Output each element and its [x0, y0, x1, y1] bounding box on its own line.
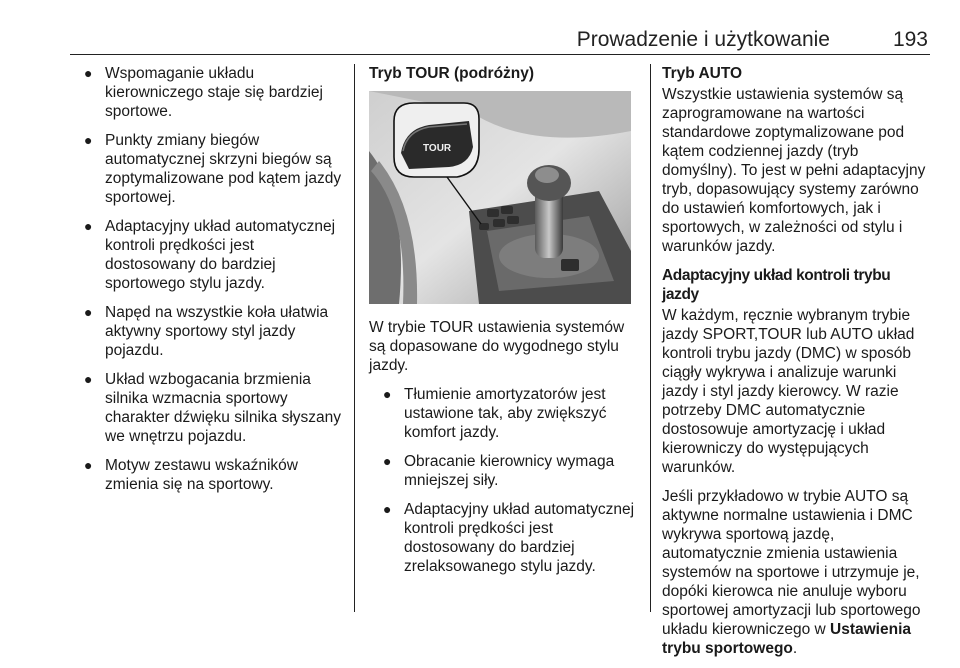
list-item: ● Tłumienie amortyzatorów jest ustawione tak, aby zwiększyć komfort jazdy. [383, 386, 607, 441]
dmc-example-paragraph: Jeśli przykładowo w trybie AUTO są aktywne normalne ustawienia i DMC wykrywa sportową jazdę, automatycznie zmienia ustawienia systemów na sportowe i utrzymuje je, dopóki kierowca nie anuluje wyboru sportowej amortyzacji lub sportowego układu kierowniczego w Ustawienia trybu sportowego. [662, 488, 921, 657]
tour-intro: W trybie TOUR ustawienia systemów są dopasowane do wygodnego stylu jazdy. [369, 319, 625, 374]
bullet-icon: ● [84, 304, 93, 320]
sport-settings-reference: Ustawienia trybu sportowego [662, 621, 911, 657]
column-3 [662, 64, 930, 668]
dmc-paragraph: W każdym, ręcznie wybranym trybie jazdy SPORT,TOUR lub AUTO układ kontroli trybu jazdy (DMC) w sposób ciągły wykrywa i analizuje warunki jazdy i styl jazdy kierowcy. W razie potrzeby DMC automatycznie dostosowuje amortyzację i układ kierowniczy do występujących warunków. [662, 307, 915, 476]
auto-paragraph: Wszystkie ustawienia systemów są zaprogramowane na wartości standardowe zoptymalizowane pod kątem codziennej jazdy (tryb domyślny). To jest w pełni adaptacyjny tryb, dopasowujący systemy zarówno do ustawień komfortowych, jak i sportowych, w zależności od stylu i warunków jazdy. [662, 86, 926, 255]
column-divider [354, 64, 355, 612]
section-heading-auto: Tryb AUTO [662, 65, 743, 82]
column-1 [82, 64, 344, 504]
list-item: ● Adaptacyjny układ automatycznej kontroli prędkości jest dostosowany do bardziej sportowego stylu jazdy. [84, 218, 336, 292]
header-title: Prowadzenie i użytkowanie [576, 28, 830, 51]
list-item: ● Adaptacyjny układ automatycznej kontroli prędkości jest dostosowany do bardziej zrelaksowanego stylu jazdy. [383, 501, 635, 575]
bullet-icon: ● [383, 386, 392, 402]
console-illustration [369, 91, 631, 304]
bullet-icon: ● [84, 457, 93, 473]
column-divider [650, 64, 651, 612]
list-item: ● Punkty zmiany biegów automatycznej skrzyni biegów są zoptymalizowane pod kątem jazdy sportowej. [84, 132, 342, 206]
list-item: ● Napęd na wszystkie koła ułatwia aktywny sportowy styl jazdy pojazdu. [84, 304, 329, 359]
section-heading-dmc: Adaptacyjny układ kontroli trybu jazdy [662, 267, 891, 303]
bullet-icon: ● [84, 218, 93, 234]
bullet-icon: ● [84, 371, 93, 387]
sport-mode-list [82, 64, 344, 494]
list-item: ● Układ wzbogacania brzmienia silnika wzmacnia sportowy charakter dźwięku silnika słyszany we wnętrzu pojazdu. [84, 371, 342, 445]
tour-button-photo [369, 91, 631, 304]
tour-button-label: TOUR [423, 143, 452, 154]
section-heading-tour: Tryb TOUR (podróżny) [369, 65, 535, 82]
list-item: ● Motyw zestawu wskaźników zmienia się na sportowy. [84, 457, 298, 493]
bullet-icon: ● [84, 132, 93, 148]
bullet-icon: ● [383, 453, 392, 469]
tour-mode-list [381, 385, 635, 576]
column-2 [369, 64, 635, 586]
list-item: ● Obracanie kierownicy wymaga mniejszej siły. [383, 453, 615, 489]
bullet-icon: ● [383, 501, 392, 517]
list-item: ● Wspomaganie układu kierowniczego staje się bardziej sportowe. [84, 65, 323, 120]
page-number: 193 [892, 28, 928, 51]
bullet-icon: ● [84, 65, 93, 81]
page-header [70, 24, 930, 55]
